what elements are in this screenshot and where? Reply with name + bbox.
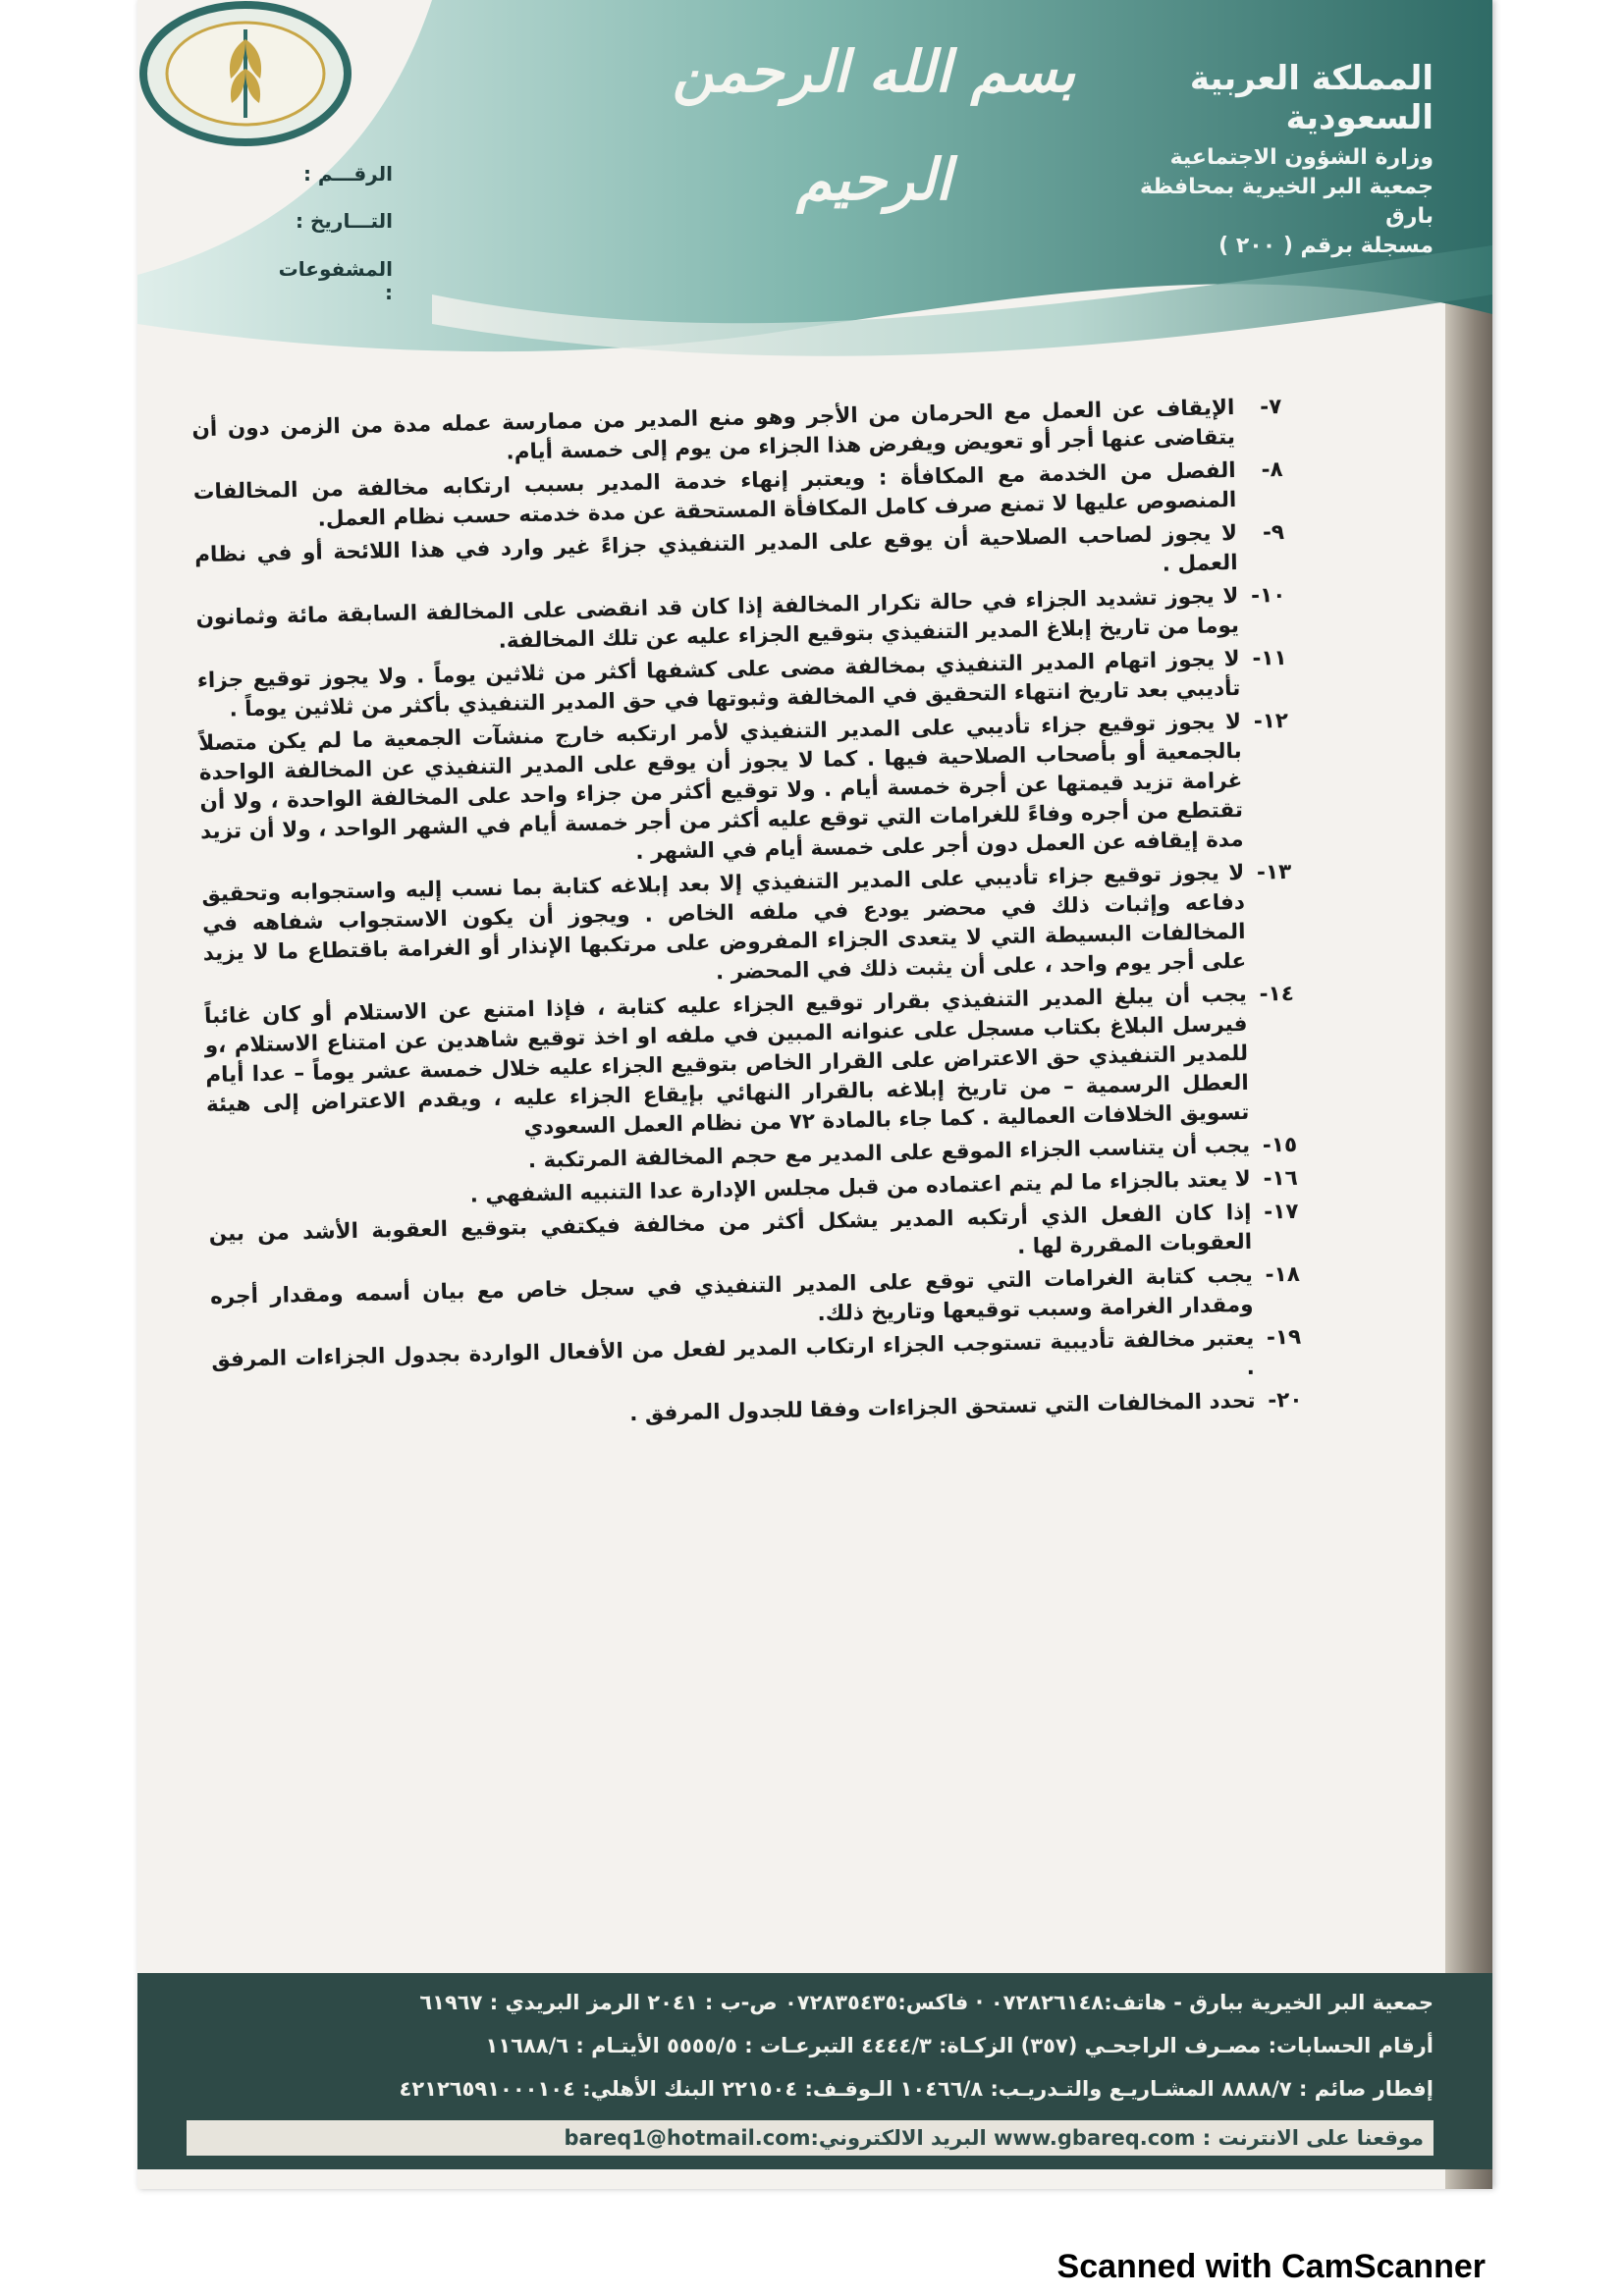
clause-number: ٨-	[1261, 456, 1283, 483]
clause-number: ١٦-	[1263, 1165, 1299, 1192]
org-line-ministry: وزارة الشؤون الاجتماعية	[1169, 145, 1434, 170]
date-label: التـــاريخ :	[296, 209, 393, 233]
clause-number: ١٧-	[1264, 1199, 1299, 1225]
clause-text: يجب أن يتناسب الجزاء الموقع على المدير مع حجم المخالفة المرتكبة .	[527, 1133, 1251, 1174]
clause-13	[201, 858, 1293, 998]
clause-number: ٢٠-	[1268, 1387, 1303, 1414]
footer-contact-line: جمعية البر الخيرية ببارق - هاتف:٠٧٢٨٢٦١٤٨ · فاكس:٠٧٢٨٣٥٤٣٥ ص-ب : ٢٠٤١ الرمز البريدي : ٦١٩٦٧	[419, 1991, 1434, 2014]
clause-text: الإيقاف عن العمل مع الحرمان من الأجر وهو منع المدير من ممارسة عمله مدة من الزمن دون أن يتقاضى عنها أجر أو تعويض ويفرض هذا الجزاء من يوم إلى خمسة أيام.	[191, 396, 1236, 465]
clause-number: ١٨-	[1265, 1261, 1301, 1288]
org-line-registration: مسجلة برقم ( ٢٠٠ )	[1218, 234, 1434, 258]
clause-number: ١٠-	[1250, 582, 1286, 609]
clause-text: لا يجوز توقيع جزاء تأديبي على المدير التنفيذي لأمر ارتكبه خارج منشآت الجمعية ما لم يكن متصلاً بالجمعية أو بأصحاب الصلاحية فيها . كما لا يجوز أن يوقع على المدير التنفيذي عن المخالفة الواحدة غرامة تزيد قيمتها عن أجرة خمسة أيام . ولا توقيع أكثر من جزاء واحد على المخالفة الواحدة ، ولا أن تقتطع من أجره وفاءً للغرامات التي توقع عليه أكثر من أجر خمسة أيام في الشهر الواحد ، ولا أن تزيد مدة إيقافه عن العمل دون أجر على خمسة أيام في الشهر .	[197, 709, 1244, 865]
clause-text: لا يعتد بالجزاء ما لم يتم اعتماده من قبل مجلس الإدارة عدا التنبيه الشفهي .	[469, 1166, 1252, 1208]
letterhead-footer	[137, 1973, 1492, 2169]
footer-accounts-line: أرقام الحسابات: مصـرف الراجحـي (٣٥٧) الزكـاة: ٤٤٤٤/٣ التبرعـات : ٥٥٥٥/٥ الأيتـام : ١١٦٨٨/٦	[485, 2034, 1434, 2057]
clause-number: ١٩-	[1266, 1324, 1302, 1351]
document-page	[137, 0, 1492, 2189]
clause-text: يجب أن يبلغ المدير التنفيذي بقرار توقيع الجزاء عليه كتابة ، فإذا امتنع عن الاستلام أو كان غائباً فيرسل البلاغ بكتاب مسجل على عنوانه المبين في ملفه او اخذ توقيع شاهدين عن امتناع الاستلام ،و للمدير التنفيذي حق الاعتراض على القرار الخاص بتوقيع الجزاء عليه خلال خمسة عشر يوماً – عدا أيام العطل الرسمية – من تاريخ إبلاغه بالقرار النهائي بإيقاع الجزاء عليه ، ويقدم الاعتراض إلى هيئة تسويق الخلافات العمالية . كما جاء بالمادة ٧٢ من نظام العمل السعودي	[203, 982, 1250, 1141]
association-logo	[137, 0, 353, 147]
clause-number: ١٥-	[1262, 1132, 1298, 1158]
clause-text: لا يجوز اتهام المدير التنفيذي بمخالفة مضى على كشفها أكثر من ثلاثين يوماً . ولا يجوز توقيع جزاء تأديبي بعد تاريخ انتهاء التحقيق في المخالفة وثبوتها في حق المدير التنفيذي بأكثر من ثلاثين يوماً .	[196, 646, 1241, 722]
basmala-calligraphy: بسم الله الرحمن الرحيم	[672, 38, 1076, 213]
footer-accounts-line-2: إفطار صائم : ٨٨٨٨/٧ المشـاريـع والتـدريـب: ١٠٤٦٦/٨ الـوقـف: ٢٢١٥٠٤ البنك الأهلي: ٤٢١٢٦٥٩١٠٠٠١٠٤	[399, 2077, 1434, 2101]
document-body	[191, 393, 1303, 1442]
clause-text: لا يجوز تشديد الجزاء في حالة تكرار المخالفة إذا كان قد انقضى على المخالفة السابقة مائة وثمانون يوما من تاريخ إبلاغ المدير التنفيذي بتوقيع الجزاء عليه عن تلك المخالفة.	[195, 583, 1240, 654]
clause-number: ٩-	[1262, 519, 1285, 546]
clause-14	[204, 980, 1297, 1149]
clause-number: ١٤-	[1259, 981, 1295, 1007]
clause-number: ١٣-	[1256, 859, 1292, 885]
organization-name-block	[1109, 59, 1434, 261]
clause-text: لا يجوز توقيع جزاء تأديبي على المدير التنفيذي إلا بعد إبلاغه كتابة بما نسب إليه واستجوابه وتحقيق دفاعه وإثبات ذلك في محضر يودع في ملفه الخاص . ويجوز أن يكون الاستجواب شفاهه في المخالفات البسيطة التي لا يتعدى الجزاء المفروض على مرتكبها الإنذار أو الغرامة باقتطاع ما لا يزيد على أجر يوم واحد ، على أن يثبت ذلك في المحضر .	[201, 860, 1247, 986]
clause-number: ١٢-	[1253, 708, 1289, 734]
number-label: الرقـــم :	[302, 162, 393, 186]
clause-text: يعتبر مخالفة تأديبية تستوجب الجزاء ارتكاب المدير لفعل من الأفعال الواردة بجدول الجزاءات المرفق .	[211, 1325, 1256, 1380]
country-name: المملكة العربية السعودية	[1189, 59, 1434, 137]
clause-text: تحدد المخالفات التي تستحق الجزاءات وفقا للجدول المرفق .	[628, 1388, 1256, 1427]
clause-text: يجب كتابة الغرامات التي توقع على المدير التنفيذي في سجل خاص مع بيان أسمه ومقدار أجره ومقدار الغرامة وسبب توقيعها وتاريخ ذلك.	[209, 1262, 1254, 1327]
clause-text: الفصل من الخدمة مع المكافأة : ويعتبر إنهاء خدمة المدير بسبب ارتكابه مخالفة من المخالفات المنصوص عليها لا تمنع صرف كامل المكافأة المستحقة عن مدة خدمته حسب نظام العمل.	[192, 457, 1237, 532]
letterhead	[137, 0, 1492, 393]
clause-text: لا يجوز لصاحب الصلاحية أن يوقع على المدير التنفيذي جزاءً غير وارد في هذا اللائحة أو في نظام العمل .	[193, 520, 1238, 577]
clause-number: ١١-	[1252, 645, 1287, 671]
scanner-watermark: Scanned with CamScanner	[1056, 2248, 1486, 2285]
clause-number: ٧-	[1259, 394, 1282, 420]
footer-web-line: موقعنا على الانترنت : www.gbareq.com البريد الالكتروني:bareq1@hotmail.com	[187, 2120, 1434, 2156]
attachments-label: المشفوعات :	[278, 257, 393, 304]
clause-12	[198, 707, 1291, 877]
org-line-association: جمعية البر الخيرية بمحافظة بارق	[1139, 175, 1434, 229]
clause-text: إذا كان الفعل الذي أرتكبه المدير يشكل أكثر من مخالفة فيكتفي بتوقيع العقوبة الأشد من بين العقوبات المقررة لها .	[208, 1200, 1253, 1259]
